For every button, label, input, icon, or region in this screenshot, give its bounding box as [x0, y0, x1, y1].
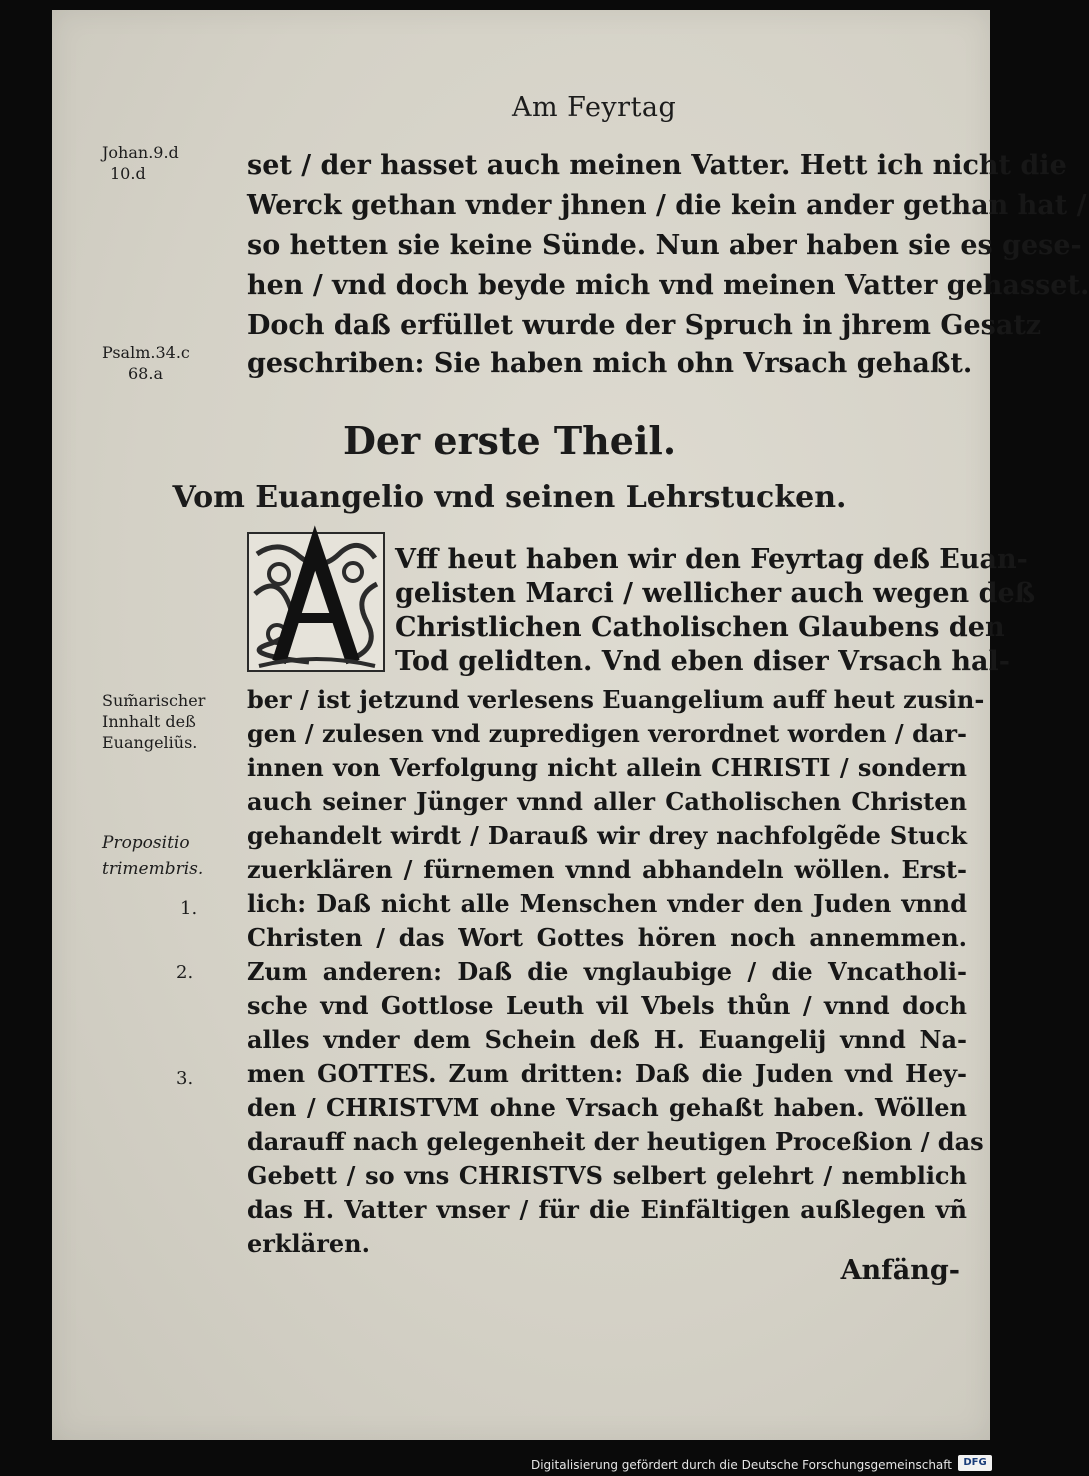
text-line: men GOTTES. Zum dritten: Daß die Juden vnd Hey-	[247, 1059, 967, 1088]
margin-numeral-2: 2.	[176, 962, 194, 983]
margin-propositio-line1: Propositio	[102, 833, 190, 853]
margin-ref-john	[102, 142, 179, 184]
text-line: innen von Verfolgung nicht allein CHRISTI / sondern	[247, 753, 967, 782]
section-heading: Der erste Theil.	[342, 418, 677, 463]
initial-ornament-icon	[249, 534, 383, 670]
text-line: Doch daß erfüllet wurde der Spruch in jhrem Gesatz	[247, 310, 1042, 341]
margin-propositio-note	[102, 830, 203, 882]
text-line: den / CHRISTVM ohne Vrsach gehaßt haben. Wöllen	[247, 1093, 967, 1122]
margin-ref-psalm	[102, 342, 190, 384]
text-line: Christlichen Catholischen Glaubens den	[395, 612, 1005, 643]
section-subheading: Vom Euangelio vnd seinen Lehrstucken.	[172, 480, 847, 515]
book-page	[52, 10, 1089, 1440]
text-line: hen / vnd doch beyde mich vnd meinen Vatter gehasset.	[247, 270, 1089, 301]
text-line: lich: Daß nicht alle Menschen vnder den Juden vnnd	[247, 889, 967, 918]
text-line: gehandelt wirdt / Darauß wir drey nachfolgẽde Stuck	[247, 821, 967, 850]
text-line: Werck gethan vnder jhnen / die kein ander gethan hat /	[247, 190, 1087, 221]
running-head: Am Feyrtag	[512, 92, 677, 123]
text-line: Zum anderen: Daß die vnglaubige / die Vncatholi-	[247, 957, 967, 986]
text-line: Gebett / so vns CHRISTVS selbert gelehrt / nemblich	[247, 1161, 967, 1190]
text-line: sche vnd Gottlose Leuth vil Vbels thůn / vnnd doch	[247, 991, 967, 1020]
text-line: Christen / das Wort Gottes hören noch annemmen.	[247, 923, 967, 952]
decorated-initial	[247, 532, 385, 672]
margin-numeral-3: 3.	[176, 1068, 194, 1089]
text-line: Tod gelidten. Vnd eben diser Vrsach hal-	[395, 646, 1011, 677]
text-line: das H. Vatter vnser / für die Einfältigen außlegen vñ	[247, 1195, 967, 1224]
margin-summary-note	[102, 690, 205, 753]
text-line: auch seiner Jünger vnnd aller Catholischen Christen	[247, 787, 967, 816]
dfg-logo: DFG	[958, 1455, 992, 1471]
margin-ref-john-line2: 10.d	[110, 164, 146, 183]
text-line: erklären.	[247, 1229, 370, 1258]
margin-numeral-1: 1.	[180, 898, 198, 919]
text-line: darauff nach gelegenheit der heutigen Proceßion / das	[247, 1127, 984, 1156]
margin-summary-line2: Innhalt deß	[102, 712, 196, 731]
text-line: set / der hasset auch meinen Vatter. Hett ich nicht die	[247, 150, 1067, 181]
margin-ref-psalm-line1: Psalm.34.c	[102, 343, 190, 362]
text-line: gelisten Marci / wellicher auch wegen deß	[395, 578, 1036, 609]
margin-propositio-line2: trimembris.	[102, 859, 204, 879]
text-line: Vff heut haben wir den Feyrtag deß Euan-	[395, 544, 1028, 575]
catchword: Anfäng-	[840, 1255, 960, 1286]
text-line: ber / ist jetzund verlesens Euangelium auff heut zusin-	[247, 685, 985, 714]
text-line: zuerklären / fürnemen vnnd abhandeln wöllen. Erst-	[247, 855, 967, 884]
margin-ref-psalm-line2: 68.a	[128, 364, 163, 383]
margin-ref-john-line1: Johan.9.d	[102, 143, 179, 162]
text-line: gen / zulesen vnd zupredigen verordnet worden / dar-	[247, 719, 967, 748]
footer-credit: Digitalisierung gefördert durch die Deutsche Forschungsgemeinschaft	[530, 1458, 952, 1472]
text-line: alles vnder dem Schein deß H. Euangelij vnnd Na-	[247, 1025, 967, 1054]
margin-summary-line3: Euangeliũs.	[102, 733, 198, 752]
adjacent-page-edge	[0, 540, 38, 940]
text-line: geschriben: Sie haben mich ohn Vrsach gehaßt.	[247, 348, 973, 379]
text-line: so hetten sie keine Sünde. Nun aber haben sie es gese-	[247, 230, 1082, 261]
margin-summary-line1: Sum̃arischer	[102, 691, 206, 710]
